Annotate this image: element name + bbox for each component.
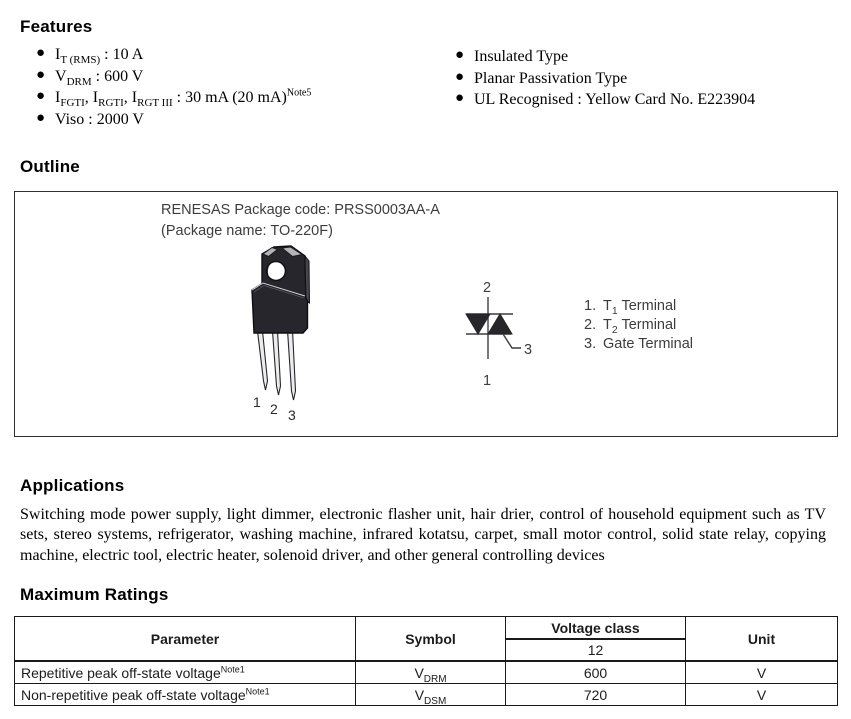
feature-item: ● $I_{FGTI}$, $I_{RGTI}$, $I_{RGT III}$ : 30 mA (20 mA)$^{Note5}$ — [36, 87, 312, 110]
col-header-symbol: Symbol — [356, 617, 506, 662]
col-header-unit: Unit — [686, 617, 838, 662]
parameter-cell: Repetitive peak off-state voltage$^{Note1}$ — [15, 661, 356, 684]
pin-label-1: 1 — [253, 394, 261, 410]
feature-item: ● Insulated Type — [455, 47, 569, 65]
note-reference: Note1 — [220, 663, 245, 674]
terminal-item: 3. Gate Terminal — [584, 336, 693, 352]
col-header-voltage-class: Voltage class — [506, 617, 686, 640]
note-reference: Note1 — [245, 685, 270, 696]
col-header-parameter: Parameter — [15, 617, 356, 662]
applications-text: Switching mode power supply, light dimmer, electronic flasher unit, hair drier, control of household equipment such as TV sets, stereo systems, refrigerator, washing machine, infrared kotatsu, carpet, small motor control, solid state relay, copying machine, electric tool, electric heater, solenoid driver, and other general controlling devices — [20, 506, 826, 564]
max-ratings-table — [14, 616, 838, 706]
table-row — [15, 684, 838, 706]
terminal-legend — [584, 297, 693, 354]
bullet-icon: ● — [455, 90, 465, 107]
triac-symbol — [453, 273, 568, 393]
symbol-label-t1: 1 — [483, 373, 492, 389]
table-row — [15, 661, 838, 684]
applications-heading: Applications — [20, 476, 125, 495]
symbol-label-t2: 2 — [483, 280, 492, 296]
symbol-cell: $V_{DSM}$ — [356, 684, 506, 706]
bullet-icon: ● — [455, 68, 465, 85]
bullet-icon: ● — [455, 47, 465, 63]
terminal-item: 1. $T_1$ Terminal — [584, 298, 677, 317]
features-heading: Features — [20, 17, 93, 36]
bullet-icon: ● — [36, 88, 46, 105]
voltage-class-value: 12 — [506, 639, 686, 661]
outline-heading: Outline — [20, 157, 80, 176]
features-list-right — [455, 46, 755, 111]
package-code-text: RENESAS Package code: PRSS0003AA-A (Package name: TO-220F) — [161, 202, 440, 239]
unit-cell: V — [686, 684, 838, 706]
feature-item: ● Planar Passivation Type — [455, 68, 628, 87]
parameter-cell: Non-repetitive peak off-state voltage$^{Note1}$ — [15, 684, 356, 706]
feature-item: ● $V_{DRM}$ : 600 V — [36, 66, 144, 88]
symbol-cell: $V_{DRM}$ — [356, 661, 506, 684]
terminal-item: 2. $T_2$ Terminal — [584, 317, 677, 336]
outline-box — [14, 191, 838, 437]
symbol-label-gate: 3 — [524, 342, 533, 358]
pin-label-2: 2 — [270, 401, 278, 417]
features-list-left — [36, 44, 311, 130]
feature-item: ● Viso : 2000 V — [36, 109, 144, 128]
max-ratings-heading: Maximum Ratings — [20, 585, 169, 604]
bullet-icon: ● — [36, 66, 46, 83]
bullet-icon: ● — [36, 109, 46, 126]
value-cell: 720 — [506, 684, 686, 706]
feature-item: ● UL Recognised : Yellow Card No. E223904 — [455, 90, 756, 109]
note-reference: Note5 — [286, 87, 312, 99]
bullet-icon: ● — [36, 45, 46, 61]
pin-label-3: 3 — [288, 407, 296, 423]
package-drawing — [241, 243, 325, 431]
feature-item: ● $I_{T (RMS)}$ : 10 A — [36, 45, 144, 67]
value-cell: 600 — [506, 661, 686, 684]
unit-cell: V — [686, 661, 838, 684]
